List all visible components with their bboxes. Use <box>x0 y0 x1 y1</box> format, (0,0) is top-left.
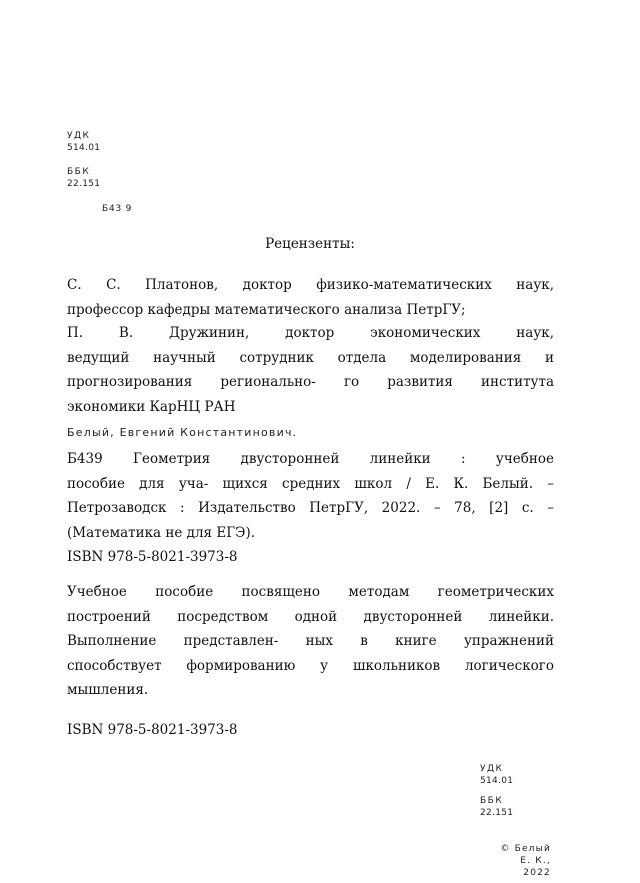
bib-line: пособие для уча- щихся средних школ / Е. К. Белый. – <box>67 475 554 492</box>
reviewer-2-line: П. В. Дружинин, доктор экономических наук, <box>67 325 554 341</box>
bibliographic-record <box>67 447 554 570</box>
annotation-line: способствует формированию у школьников логического <box>67 657 554 674</box>
reviewer-2-line: прогнозирования регионально- го развития института <box>67 374 554 390</box>
bbk-block-top <box>67 166 100 190</box>
bbk-block-bottom <box>480 795 513 819</box>
bib-line: Петрозаводск : Издательство ПетрГУ, 2022. – 78, [2] с. – <box>67 500 554 516</box>
bbk-label: ББК <box>67 167 91 177</box>
author-name: Белый, Евгений Константинович. <box>67 426 298 439</box>
bib-line: (Математика не для ЕГЭ). <box>67 524 256 541</box>
reviewer-1-line: С. С. Платонов, доктор физико-математических наук, <box>67 277 554 293</box>
annotation-line: мышления. <box>67 682 149 698</box>
annotation-line: Учебное пособие посвящено методам геометрических <box>67 584 554 600</box>
udk-label: УДК <box>480 764 504 774</box>
copyright-line: © Белый <box>500 844 551 854</box>
isbn-2: ISBN 978-5-8021-3973-8 <box>67 722 238 738</box>
author-mark: Б43 9 <box>102 204 133 214</box>
copyright-line: 2022 <box>523 868 551 878</box>
copyright-line: Е. К., <box>520 856 551 866</box>
bbk-value: 22.151 <box>480 808 514 818</box>
udk-value: 514.01 <box>67 143 101 153</box>
annotation <box>67 580 554 703</box>
udk-label: УДК <box>67 131 91 141</box>
annotation-line: Выполнение представлен- ных в книге упражнений <box>67 633 554 649</box>
bbk-label: ББК <box>480 796 504 806</box>
isbn-1: ISBN 978-5-8021-3973-8 <box>67 549 238 565</box>
reviewer-1 <box>67 273 554 322</box>
udk-block-bottom <box>480 763 513 787</box>
reviewer-1-line: профессор кафедры математического анализа ПетрГУ; <box>67 301 466 318</box>
bib-line: Б439 Геометрия двусторонней линейки : учебное <box>67 451 554 467</box>
annotation-line: построений посредством одной двусторонней линейки. <box>67 608 554 625</box>
reviewer-2-line: экономики КарНЦ РАН <box>67 398 236 415</box>
reviewers-heading: Рецензенты: <box>265 236 355 252</box>
bbk-value: 22.151 <box>67 179 101 189</box>
copyright <box>470 843 551 879</box>
udk-block-top <box>67 130 100 154</box>
udk-value: 514.01 <box>480 776 514 786</box>
reviewer-2-line: ведущий научный сотрудник отдела моделирования и <box>67 349 554 366</box>
reviewer-2 <box>67 321 554 419</box>
